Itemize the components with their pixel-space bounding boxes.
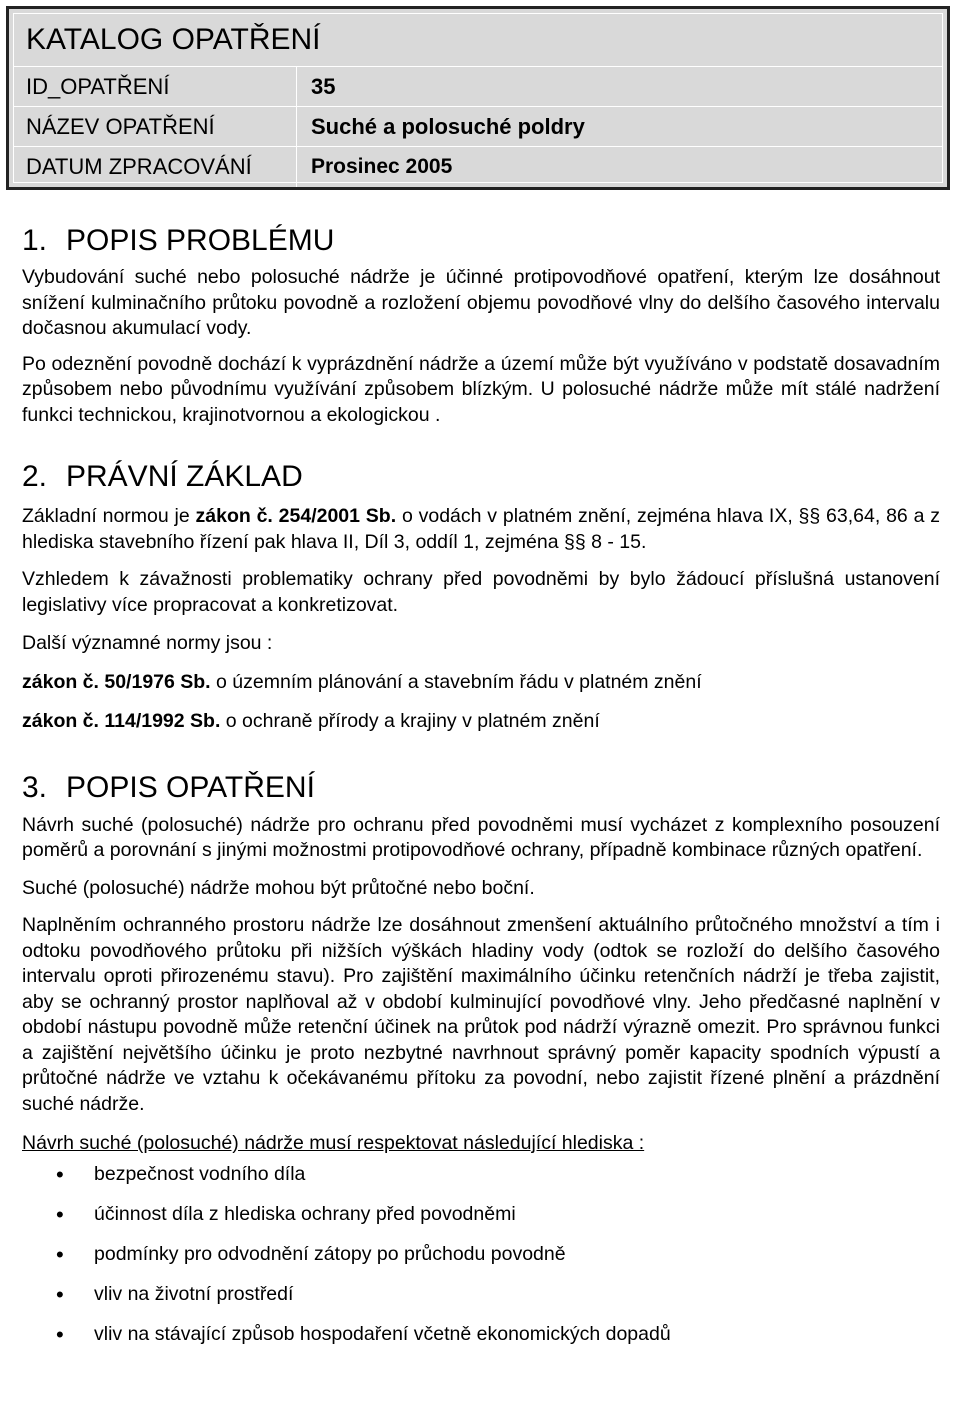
paragraph: Návrh suché (polosuché) nádrže pro ochranu před povodněmi musí vycházet z komplexního posouzení poměrů a porovnání s jinými možnostmi protipovodňové ochrany, případně kombinace různých opatření. xyxy=(22,813,940,861)
paragraph: Další významné normy jsou : xyxy=(22,632,273,654)
list-item: • vliv na životní prostředí xyxy=(22,1282,960,1307)
catalog-row-id xyxy=(14,66,942,107)
catalog-value: Suché a polosuché poldry xyxy=(311,114,585,139)
section-heading-1: 1. POPIS PROBLÉMU xyxy=(22,224,335,257)
list-item: • bezpečnost vodního díla xyxy=(22,1162,960,1187)
catalog-row-name xyxy=(14,106,942,147)
paragraph: Návrh suché (polosuché) nádrže musí respektovat následující hlediska : xyxy=(22,1132,645,1154)
paragraph: Vzhledem k závažnosti problematiky ochrany před povodněmi by bylo žádoucí příslušná ustanovení legislativy více propracovat a konkretizovat. xyxy=(22,568,940,616)
catalog-inner xyxy=(13,13,943,183)
catalog-label: NÁZEV OPATŘENÍ xyxy=(26,114,215,139)
catalog-title: KATALOG OPATŘENÍ xyxy=(26,23,321,56)
catalog-value: 35 xyxy=(311,74,336,99)
law-reference: zákon č. 114/1992 Sb. o ochraně přírody a krajiny v platném znění xyxy=(22,710,600,732)
catalog-header xyxy=(6,6,950,190)
paragraph: Základní normou je zákon č. 254/2001 Sb. o vodách v platném znění, zejména hlava IX, §§ 63,64, 86 a z hlediska stavebního řízení pak hlava II, Díl 3, oddíl 1, zejména §§ 8 - 15. xyxy=(22,505,940,553)
document-body xyxy=(22,222,960,1347)
list-item: • vliv na stávající způsob hospodaření včetně ekonomických dopadů xyxy=(22,1322,960,1347)
section-heading-3: 3. POPIS OPATŘENÍ xyxy=(22,770,315,804)
section-heading-2: 2. PRÁVNÍ ZÁKLAD xyxy=(22,460,303,493)
catalog-value: Prosinec 2005 xyxy=(311,155,453,178)
law-reference: zákon č. 50/1976 Sb. o územním plánování a stavebním řádu v platném znění xyxy=(22,670,702,693)
list-item: • účinnost díla z hlediska ochrany před povodněmi xyxy=(22,1202,960,1227)
catalog-label: ID_OPATŘENÍ xyxy=(26,74,170,99)
paragraph: Po odeznění povodně dochází k vyprázdnění nádrže a území může být využíváno v podstatě dosavadním způsobem nebo původnímu využívání způsobem blízkým. U polosuché nádrže může mít stálé nadržení funkci technickou, krajinotvornou a ekologickou . xyxy=(22,352,940,426)
paragraph: Naplněním ochranného prostoru nádrže lze dosáhnout zmenšení aktuálního průtočného množství a tím i odtoku povodňového průtoku při nižších výškách hladiny vody (odtok se rozloží do delšího časového intervalu oproti přirozenému stavu). Pro zajištění maximálního účinku retenčních nádrží je třeba zajistit, aby se ochranný prostor naplňoval až v období kulminující povodňové vlny. Jeho předčasné naplnění v období nástupu povodně může retenční účinek na průtok pod nádrží výrazně omezit. Pro správnou funkci a zajištění největšího účinku je proto nezbytné navrhnout správný poměr kapacity spodních výpustí a průtočné nádrže ve vztahu k očekávanému přítoku za povodní, nebo zajistit řízené plnění a prázdnění suché nádrže. xyxy=(22,914,940,1115)
catalog-row-date xyxy=(14,146,942,187)
paragraph: Vybudování suché nebo polosuché nádrže je účinné protipovodňové opatření, kterým lze dosáhnout snížení kulminačního průtoku povodně a rozložení objemu povodňové vlny do delšího časového intervalu dočasnou akumulací vody. xyxy=(22,266,940,339)
paragraph: Suché (polosuché) nádrže mohou být průtočné nebo boční. xyxy=(22,876,535,899)
list-item: • podmínky pro odvodnění zátopy po průchodu povodně xyxy=(22,1242,960,1267)
criteria-list xyxy=(22,1162,960,1347)
catalog-label: DATUM ZPRACOVÁNÍ xyxy=(26,154,252,179)
